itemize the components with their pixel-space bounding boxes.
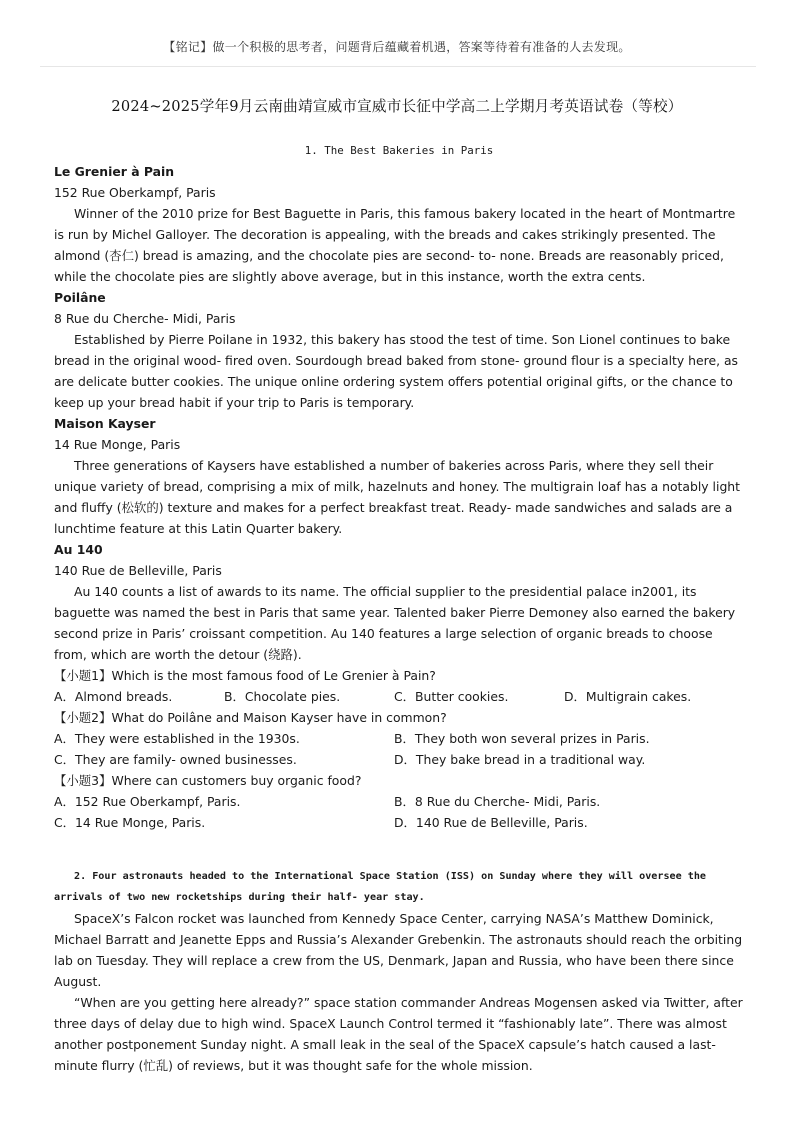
- option-a: A．Almond breads.: [54, 689, 173, 704]
- passage-1-heading: 1. The Best Bakeries in Paris: [304, 144, 494, 157]
- bakery-name: Au 140: [54, 542, 103, 557]
- question-options: [54, 749, 744, 770]
- question-stem: 【小题1】Which is the most famous food of Le Grenier à Pain?: [54, 668, 436, 683]
- option-a: A．They were established in the 1930s.: [54, 731, 300, 746]
- header-motto: 【铭记】做一个积极的思考者，问题背后蕴藏着机遇，答案等待着有准备的人去发现。: [163, 40, 631, 54]
- passage-paragraph: SpaceX’s Falcon rocket was launched from Kennedy Space Center, carrying NASA’s Matthew Dominick, Michael Barratt and Jeanette Epps and Russia’s Alexander Grebenkin. The astronauts should reach the orbiting lab on Tuesday. They will replace a crew from the US, Denmark, Japan and Russia, who have been there since August.: [54, 911, 743, 989]
- option-c: C．Butter cookies.: [394, 689, 509, 704]
- option-a: A．152 Rue Oberkampf, Paris.: [54, 794, 241, 809]
- section-spacer: [54, 833, 744, 854]
- option-b: B．Chocolate pies.: [224, 689, 341, 704]
- option-d: D．140 Rue de Belleville, Paris.: [394, 815, 588, 830]
- option-d: D．Multigrain cakes.: [564, 689, 692, 704]
- bakery-description: Au 140 counts a list of awards to its name. The official supplier to the presidential palace in2001, its baguette was named the best in Paris that same year. Talented baker Pierre Demoney also earned the bakery second prize in Paris’ croissant competition. Au 140 features a large selection of organic breads to choose from, which are worth the detour (绕路).: [54, 584, 736, 662]
- question-options: [54, 686, 744, 707]
- question-options: [54, 812, 744, 833]
- exam-title: 2024~2025学年9月云南曲靖宣威市宣威市长征中学高二上学期月考英语试卷（等校）: [111, 98, 683, 115]
- bakery-address: 140 Rue de Belleville, Paris: [54, 563, 222, 578]
- passage-paragraph: “When are you getting here already?” space station commander Andreas Mogensen asked via Twitter, after three days of delay due to high wind. SpaceX Launch Control termed it “fashionably late”. There was almost another postponement Sunday night. A small leak in the seal of the SpaceX capsule’s hatch caused a last- minute flurry (忙乱) of reviews, but it was thought safe for the whole mission.: [54, 995, 743, 1073]
- question-options: [54, 791, 744, 812]
- header-divider: [40, 66, 756, 67]
- bakery-name: Poilâne: [54, 290, 106, 305]
- bakery-description: Three generations of Kaysers have established a number of bakeries across Paris, where they sell their unique variety of bread, comprising a mix of milk, hazelnuts and honey. The multigrain loaf has a notably light and fluffy (松软的) texture and makes for a perfect breakfast treat. Ready- made sandwiches and salads are a lunchtime feature at this Latin Quarter bakery.: [54, 458, 741, 536]
- option-b: B．8 Rue du Cherche- Midi, Paris.: [394, 794, 601, 809]
- bakery-name: Maison Kayser: [54, 416, 156, 431]
- passage-2-heading: 2. Four astronauts headed to the International Space Station (ISS) on Sunday where they will oversee the arrivals of two new rocketships during their half- year stay.: [54, 871, 707, 903]
- question-options: [54, 728, 744, 749]
- option-c: C．They are family- owned businesses.: [54, 752, 297, 767]
- option-c: C．14 Rue Monge, Paris.: [54, 815, 206, 830]
- bakery-address: 152 Rue Oberkampf, Paris: [54, 185, 216, 200]
- option-d: D．They bake bread in a traditional way.: [394, 752, 646, 767]
- question-stem: 【小题2】What do Poilâne and Maison Kayser have in common?: [54, 710, 447, 725]
- question-stem: 【小题3】Where can customers buy organic food?: [54, 773, 362, 788]
- bakery-description: Winner of the 2010 prize for Best Baguette in Paris, this famous bakery located in the heart of Montmartre is run by Michel Galloyer. The decoration is appealing, with the breads and cakes strikingly presented. The almond (杏仁) bread is amazing, and the chocolate pies are second- to- none. Breads are reasonably priced, while the chocolate pies are slightly above average, but in this instance, worth the extra cents.: [54, 206, 736, 284]
- option-b: B．They both won several prizes in Paris.: [394, 731, 650, 746]
- document-body: [54, 140, 744, 1076]
- bakery-address: 14 Rue Monge, Paris: [54, 437, 181, 452]
- bakery-address: 8 Rue du Cherche- Midi, Paris: [54, 311, 236, 326]
- section-spacer: [54, 854, 744, 866]
- bakery-name: Le Grenier à Pain: [54, 164, 175, 179]
- bakery-description: Established by Pierre Poilane in 1932, this bakery has stood the test of time. Son Lionel continues to bake bread in the original wood- fired oven. Sourdough bread baked from stone- ground flour is a specialty here, as are delicate butter cookies. The unique online ordering system offers potential original gifts, or the chance to keep up your bread habit if your trip to Paris is temporary.: [54, 332, 738, 410]
